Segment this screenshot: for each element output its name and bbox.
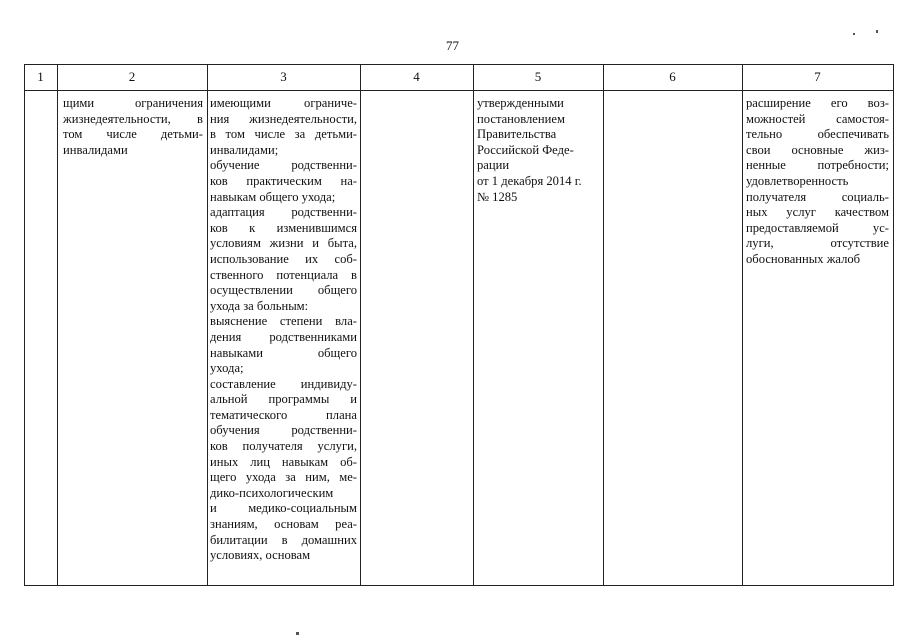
header-col-6: 6 (669, 69, 676, 84)
text-line: тематического плана (210, 407, 357, 422)
text-line: условиям жизни и быта, (210, 236, 357, 251)
page-number: 77 (446, 38, 459, 53)
text-line: инвалидами; (210, 142, 279, 157)
text-line: ненные потребности; (746, 158, 889, 173)
table-border-bottom (24, 585, 894, 586)
header-col-7: 7 (814, 69, 821, 84)
text-line: удовлетворенность (746, 173, 849, 188)
text-line: можностей самостоя- (746, 111, 889, 126)
text-line: утвержденными (477, 96, 564, 110)
text-line: дения родственниками (210, 329, 357, 344)
text-line: выяснение степени вла- (210, 314, 357, 329)
text-line: том числе детьми- (63, 127, 203, 142)
text-line: имеющими ограниче- (210, 96, 357, 110)
text-line: щими ограничения (63, 96, 203, 110)
header-col-1: 1 (37, 69, 44, 84)
text-line: и медико-социальным (210, 501, 357, 516)
text-line: ков практическим на- (210, 173, 357, 188)
header-col-2: 2 (128, 69, 136, 84)
text-line: использование их соб- (210, 251, 357, 266)
column-border (473, 64, 474, 586)
scan-speck (296, 632, 299, 635)
text-line: щего ухода за ним, ме- (210, 470, 357, 485)
column-border (603, 64, 604, 586)
text-line: расширение его воз- (746, 96, 889, 110)
text-line: луги, отсутствие (746, 236, 889, 251)
text-line: обучения родственни- (210, 423, 357, 438)
scan-speck (853, 33, 855, 35)
text-line: ных услуг качеством (746, 205, 889, 220)
text-line: тельно обеспечивать (746, 127, 889, 142)
column-border (24, 64, 25, 586)
text-line: иных лиц навыкам об- (210, 454, 357, 469)
text-line: получателя социаль- (746, 189, 889, 204)
header-col-5: 5 (534, 69, 542, 84)
text-line: Российской Феде- (477, 142, 574, 157)
column-border (57, 64, 58, 586)
text-line: Правительства (477, 127, 557, 142)
text-line: жизнедеятельности, в (63, 111, 203, 126)
text-line: билитации в домашних (210, 532, 357, 547)
header-col-4: 4 (413, 69, 420, 84)
cell-col-3 (210, 96, 357, 564)
text-line: в том числе за детьми- (210, 127, 357, 142)
text-line: предоставляемой ус- (746, 220, 889, 235)
scan-speck (876, 30, 878, 33)
text-line: ков получателя услуги, (210, 439, 357, 454)
text-line: навыками общего (210, 345, 357, 360)
text-line: осуществлении общего (210, 283, 357, 298)
header-divider (24, 90, 894, 91)
cell-col-5 (477, 96, 599, 205)
cell-col-7 (746, 96, 889, 268)
cell-col-2 (63, 96, 203, 158)
text-line: постановлением (477, 111, 565, 126)
text-line: дико-психологическим (210, 485, 334, 500)
column-border (893, 64, 894, 586)
text-line: обоснованных жалоб (746, 251, 861, 266)
text-line: ухода; (210, 361, 244, 376)
column-border (207, 64, 208, 586)
text-line: составление индивиду- (210, 376, 357, 391)
text-line: знаниям, основам реа- (210, 517, 357, 532)
text-line: рации (477, 158, 510, 173)
text-line: № 1285 (477, 189, 518, 204)
text-line: свои основные жиз- (746, 142, 889, 157)
text-line: альной программы и (210, 392, 357, 407)
header-col-3: 3 (280, 69, 287, 84)
text-line: ухода за больным: (210, 298, 309, 313)
text-line: от 1 декабря 2014 г. (477, 173, 582, 188)
column-border (360, 64, 361, 586)
column-border (742, 64, 743, 586)
text-line: навыкам общего ухода; (210, 189, 336, 204)
text-line: условиях, основам (210, 548, 311, 563)
text-line: адаптация родственни- (210, 205, 357, 220)
text-line: инвалидами (63, 142, 128, 157)
text-line: ственного потенциала в (210, 267, 357, 282)
text-line: обучение родственни- (210, 158, 357, 173)
text-line: ков к изменившимся (210, 220, 357, 235)
text-line: ния жизнедеятельности, (210, 111, 357, 126)
